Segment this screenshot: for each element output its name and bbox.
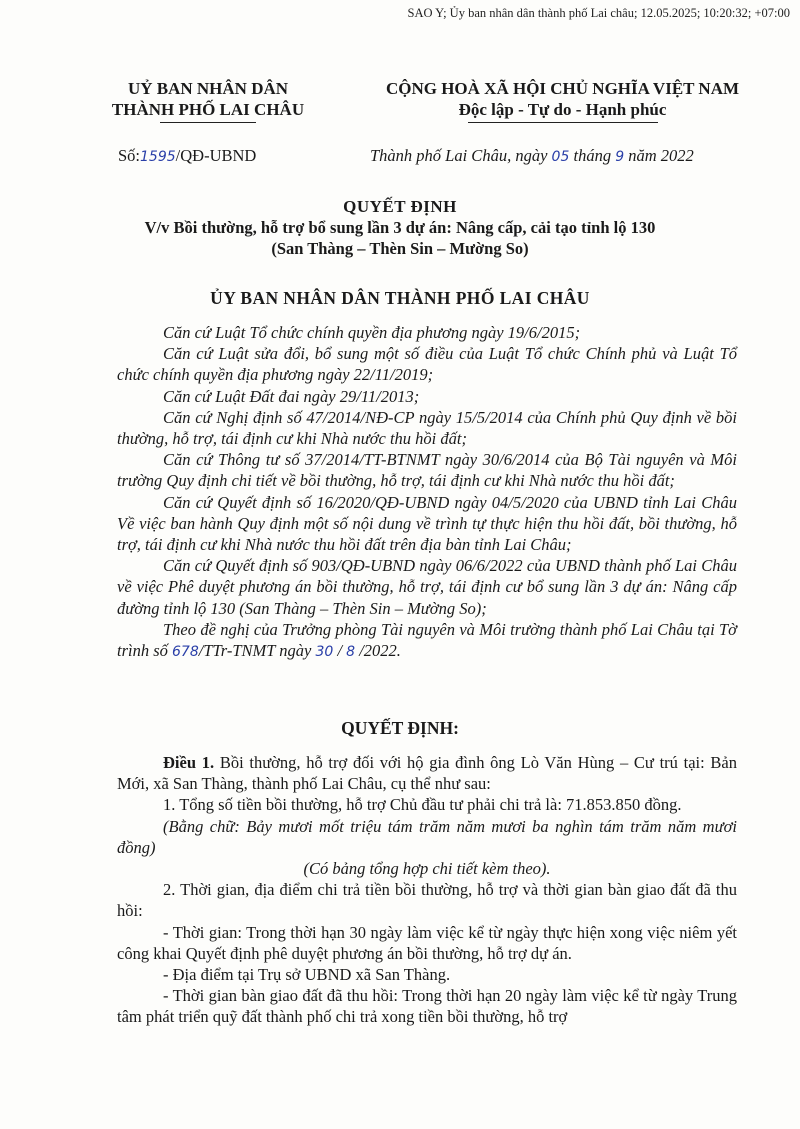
basis-item: Căn cứ Luật sửa đổi, bổ sung một số điều của Luật Tổ chức Chính phủ và Luật Tổ chức chính quyền địa phương ngày 22/11/2019;	[117, 344, 737, 385]
document-date	[370, 146, 694, 166]
handwritten-report-number: 678	[172, 644, 199, 661]
article-1-intro	[117, 752, 737, 794]
basis-item: Căn cứ Nghị định số 47/2014/NĐ-CP ngày 15/5/2014 của Chính phủ Quy định về bồi thường, hỗ trợ, tái định cư khi Nhà nước thu hồi đất;	[117, 407, 737, 449]
handwritten-month: 9	[615, 149, 625, 165]
basis-item: Căn cứ Quyết định số 903/QĐ-UBND ngày 06/6/2022 của UBND thành phố Lai Châu về việc Phê duyệt phương án bồi thường, hỗ trợ, tái định cư bổ sung lần 3 dự án: Nâng cấp đường tỉnh lộ 130 (San Thàng – Thèn Sin – Mường So);	[117, 556, 737, 618]
proposal-paragraph	[117, 619, 737, 663]
digital-copy-stamp: SAO Y; Ủy ban nhân dân thành phố Lai châu; 12.05.2025; 10:20:32; +07:00	[407, 6, 790, 20]
authority-line-2: THÀNH PHỐ LAI CHÂU	[111, 100, 305, 119]
amount-in-words: (Bằng chữ: Bảy mươi mốt triệu tám trăm năm mươi ba nghìn tám trăm năm mươi đồng)	[117, 816, 737, 857]
article-item-2: 2. Thời gian, địa điểm chi trả tiền bồi thường, hỗ trợ và thời gian bàn giao đất đã thu hồi:	[117, 880, 737, 921]
proposal-text: Theo đề nghị của Trưởng phòng Tài nguyên và Môi trường thành phố Lai Châu tại Tờ trình số	[117, 619, 737, 661]
basis-item: Căn cứ Quyết định số 16/2020/QĐ-UBND ngày 04/5/2020 của UBND tỉnh Lai Châu Về việc ban hành Quy định một số nội dung về trình tự thực hiện thu hồi đất, bồi thường, hỗ trợ, tái định cư khi Nhà nước thu hồi đất trên địa bàn tỉnh Lai Châu;	[117, 492, 737, 555]
number-suffix: /QĐ-UBND	[175, 146, 257, 165]
handwritten-number: 1595	[140, 149, 176, 165]
handwritten-report-day: 30	[315, 644, 334, 661]
document-title	[0, 196, 800, 259]
basis-item: Căn cứ Thông tư số 37/2014/TT-BTNMT ngày 30/6/2014 của Bộ Tài nguyên và Môi trường Quy định chi tiết về bồi thường, hỗ trợ, tái định cư khi Nhà nước thu hồi đất;	[117, 450, 737, 491]
handwritten-day: 05	[551, 149, 570, 165]
article-text: Bồi thường, hỗ trợ đối với hộ gia đình ông Lò Văn Hùng – Cư trú tại: Bản Mới, xã San Thàng, thành phố Lai Châu, cụ thể như sau:	[117, 753, 738, 794]
subject-line-2: (San Thàng – Thèn Sin – Mường So)	[271, 239, 529, 258]
handover-time: - Thời gian bàn giao đất đã thu hồi: Trong thời hạn 20 ngày làm việc kể từ ngày Trung tâm phát triển quỹ đất thành phố chi trả xong tiền bồi thường, hỗ trợ	[117, 986, 737, 1027]
article-item-1: 1. Tổng số tiền bồi thường, hỗ trợ Chủ đầu tư phải chi trả là: 71.853.850 đồng.	[163, 795, 682, 815]
decision-heading-2: QUYẾT ĐỊNH:	[341, 718, 459, 738]
date-year: năm 2022	[628, 146, 694, 165]
number-prefix: Số:	[118, 146, 141, 165]
issuing-authority	[78, 78, 338, 120]
payment-time: - Thời gian: Trong thời hạn 30 ngày làm việc kể từ ngày thực hiện xong việc niêm yết công khai Quyết định phê duyệt phương án bồi thường, hỗ trợ dự án.	[117, 922, 737, 963]
date-prefix: Thành phố Lai Châu, ngày	[370, 146, 548, 165]
document-number	[118, 146, 256, 166]
payment-place: - Địa điểm tại Trụ sở UBND xã San Thàng.	[163, 965, 451, 985]
date-month-word: tháng	[573, 146, 612, 165]
proposal-year: /2022.	[359, 641, 401, 661]
motto-underline	[468, 122, 658, 123]
country-name: CỘNG HOÀ XÃ HỘI CHỦ NGHĨA VIỆT NAM	[385, 79, 740, 98]
legal-basis	[117, 322, 737, 663]
basis-item: Căn cứ Luật Đất đai ngày 29/11/2013;	[163, 386, 420, 406]
authority-line-1: UỶ BAN NHÂN DÂN	[127, 79, 289, 98]
motto: Độc lập - Tự do - Hạnh phúc	[458, 100, 667, 119]
subject-line-1: V/v Bồi thường, hỗ trợ bổ sung lần 3 dự án: Nâng cấp, cải tạo tỉnh lộ 130	[144, 218, 656, 237]
attached-note: (Có bảng tổng hợp chi tiết kèm theo).	[303, 859, 551, 879]
handwritten-report-month: 8	[346, 644, 356, 661]
national-motto	[355, 78, 770, 120]
basis-item: Căn cứ Luật Tổ chức chính quyền địa phương ngày 19/6/2015;	[163, 323, 581, 342]
authority-underline	[160, 122, 256, 123]
article-label: Điều 1.	[163, 753, 215, 772]
decision-heading: QUYẾT ĐỊNH	[343, 197, 457, 216]
authority-heading: ỦY BAN NHÂN DÂN THÀNH PHỐ LAI CHÂU	[210, 288, 590, 308]
article-1	[117, 752, 737, 1028]
proposal-middle: /TTr-TNMT ngày	[198, 641, 312, 661]
proposal-slash: /	[337, 641, 343, 661]
